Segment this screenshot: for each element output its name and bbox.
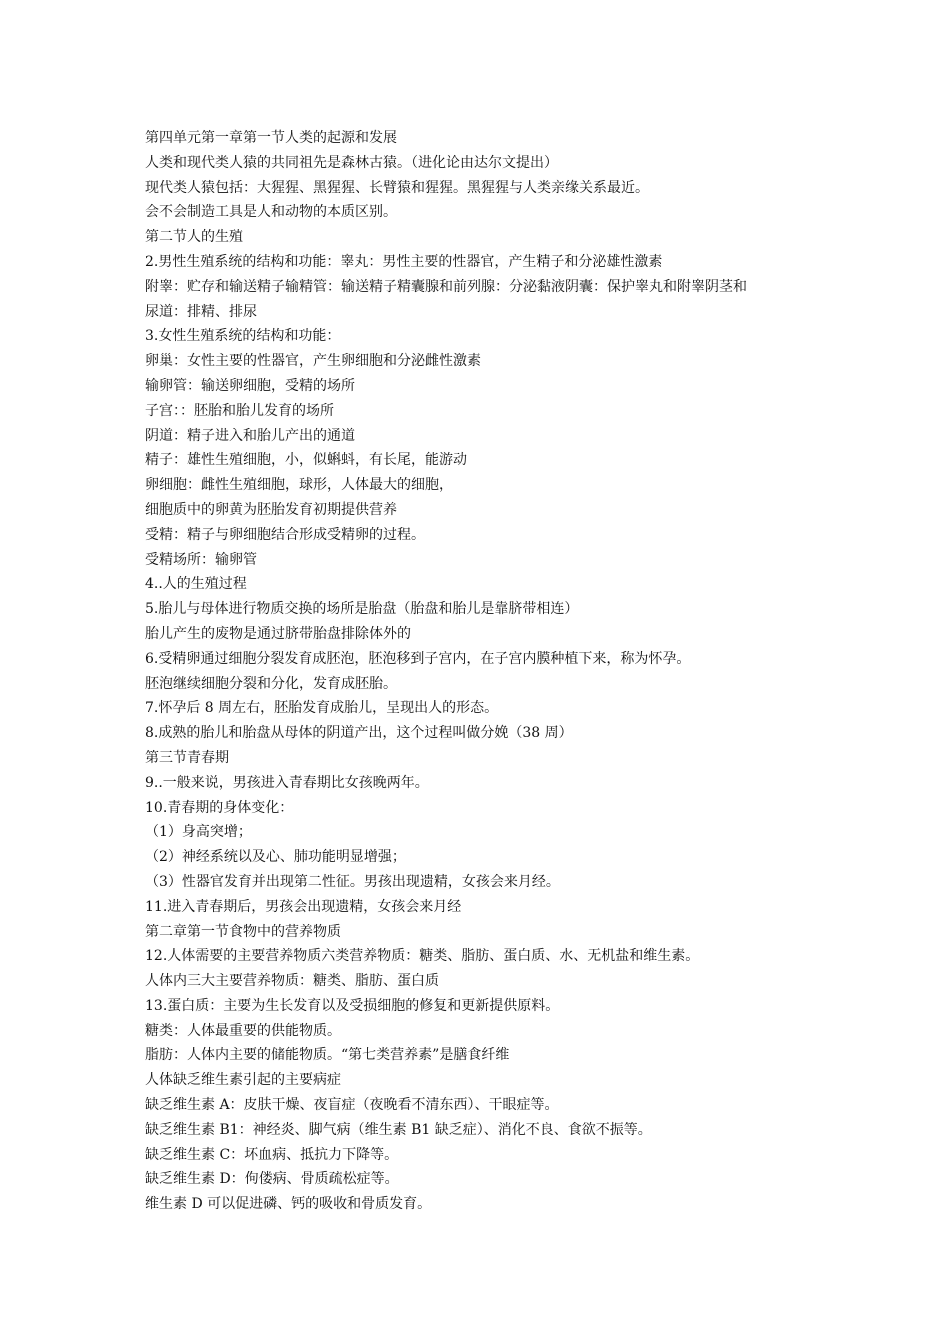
text-line: （1）身高突增； [145, 824, 252, 841]
text-line: 10.青春期的身体变化： [145, 799, 294, 816]
text-line: 子宫：：胚胎和胎儿发育的场所 [145, 402, 334, 419]
text-line: 受精：精子与卵细胞结合形成受精卵的过程。 [145, 526, 425, 543]
text-line: 第三节青春期 [145, 749, 229, 766]
document-body [145, 126, 845, 1217]
text-line: 脂肪：人体内主要的储能物质。“第七类营养素”是膳食纤维 [145, 1047, 510, 1064]
text-line: 受精场所：输卵管 [145, 551, 257, 568]
text-line: 12.人体需要的主要营养物质六类营养物质：糖类、脂肪、蛋白质、水、无机盐和维生素。 [145, 948, 700, 965]
text-line: 人体缺乏维生素引起的主要病症 [145, 1072, 341, 1089]
text-line: 会不会制造工具是人和动物的本质区别。 [145, 204, 397, 221]
text-line: 现代类人猿包括：大猩猩、黑猩猩、长臂猿和猩猩。黑猩猩与人类亲缘关系最近。 [145, 179, 649, 196]
text-line: 尿道：排精、排尿 [145, 303, 257, 320]
text-line: （2）神经系统以及心、肺功能明显增强； [145, 849, 406, 866]
text-line: 第二章第一节食物中的营养物质 [145, 923, 341, 940]
text-line: 5.胎儿与母体进行物质交换的场所是胎盘（胎盘和胎儿是靠脐带相连） [145, 601, 579, 618]
text-line: 9..一般来说，男孩进入青春期比女孩晚两年。 [145, 774, 429, 791]
text-line: 3.女性生殖系统的结构和功能： [145, 328, 341, 345]
text-line: 7.怀孕后 8 周左右，胚胎发育成胎儿，呈现出人的形态。 [145, 700, 499, 717]
text-line: 精子：雄性生殖细胞，小，似蝌蚪，有长尾，能游动 [145, 452, 467, 469]
text-line: 附睾：贮存和输送精子输精管：输送精子精囊腺和前列腺：分泌黏液阴囊：保护睾丸和附睾阴茎和 [145, 278, 747, 295]
text-line: 13.蛋白质：主要为生长发育以及受损细胞的修复和更新提供原料。 [145, 997, 560, 1014]
text-line: 输卵管：输送卵细胞，受精的场所 [145, 377, 355, 394]
text-line: 阴道：精子进入和胎儿产出的通道 [145, 427, 355, 444]
text-line: 卵细胞：雌性生殖细胞，球形，人体最大的细胞， [145, 477, 453, 494]
text-line: 2.男性生殖系统的结构和功能：睾丸：男性主要的性器官，产生精子和分泌雄性激素 [145, 253, 663, 270]
text-line: 4..人的生殖过程 [145, 576, 247, 593]
text-line: 糖类：人体最重要的供能物质。 [145, 1022, 341, 1039]
text-line: 人类和现代类人猿的共同祖先是森林古猿。（进化论由达尔文提出） [145, 154, 558, 171]
text-line: 缺乏维生素 B1：神经炎、脚气病（维生素 B1 缺乏症）、消化不良、食欲不振等。 [145, 1121, 652, 1138]
text-line: 缺乏维生素 C：坏血病、抵抗力下降等。 [145, 1146, 399, 1163]
text-line: 胎儿产生的废物是通过脐带胎盘排除体外的 [145, 625, 411, 642]
text-line: 6.受精卵通过细胞分裂发育成胚泡，胚泡移到子宫内，在子宫内膜种植下来，称为怀孕。 [145, 650, 691, 667]
text-line: 卵巢：女性主要的性器官，产生卵细胞和分泌雌性激素 [145, 353, 481, 370]
text-line: 缺乏维生素 A：皮肤干燥、夜盲症（夜晚看不清东西）、干眼症等。 [145, 1097, 559, 1114]
text-line: 第二节人的生殖 [145, 229, 243, 246]
text-line: 人体内三大主要营养物质：糖类、脂肪、蛋白质 [145, 973, 439, 990]
text-line: （3）性器官发育并出现第二性征。男孩出现遗精，女孩会来月经。 [145, 873, 560, 890]
text-line: 8.成熟的胎儿和胎盘从母体的阴道产出，这个过程叫做分娩（38 周） [145, 725, 573, 742]
text-line: 第四单元第一章第一节人类的起源和发展 [145, 130, 397, 146]
text-line: 11.进入青春期后，男孩会出现遗精，女孩会来月经 [145, 898, 462, 915]
text-line: 维生素 D 可以促进磷、钙的吸收和骨质发育。 [145, 1196, 432, 1213]
text-line: 胚泡继续细胞分裂和分化，发育成胚胎。 [145, 675, 397, 692]
text-line: 细胞质中的卵黄为胚胎发育初期提供营养 [145, 501, 397, 518]
text-line: 缺乏维生素 D：佝偻病、骨质疏松症等。 [145, 1171, 399, 1188]
